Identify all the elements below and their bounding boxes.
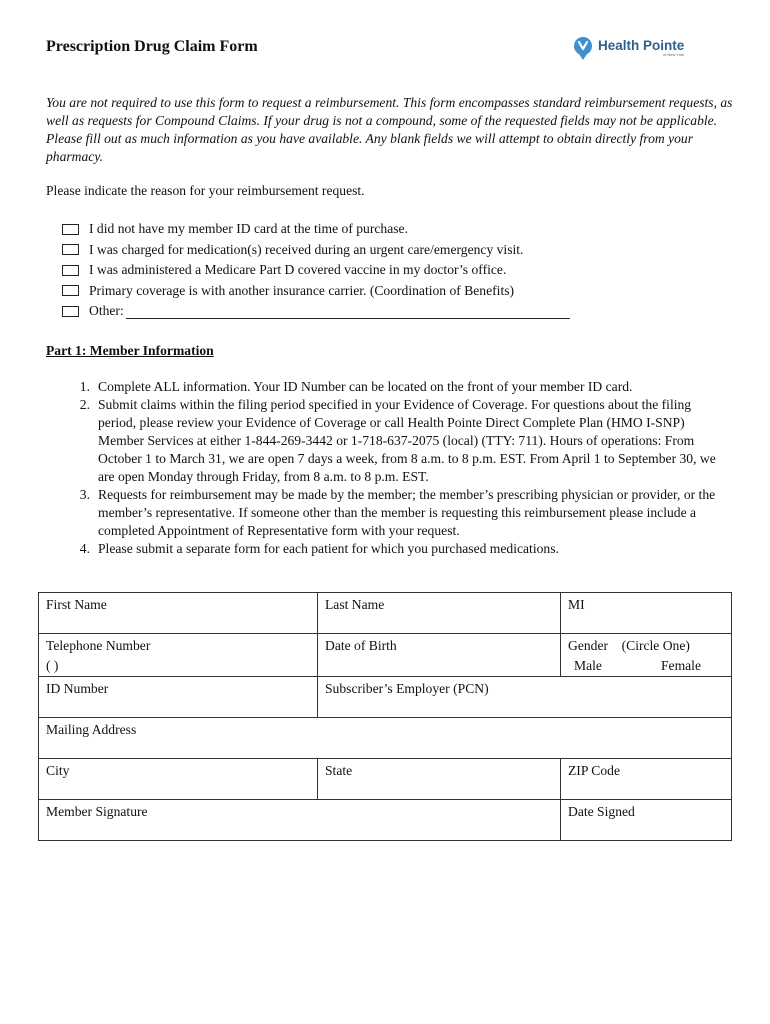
table-row: [39, 718, 732, 759]
first-name-label: First Name: [46, 597, 107, 612]
reason-label-other: Other:: [89, 303, 124, 319]
instruction-text: Submit claims within the filing period specified in your Evidence of Coverage. For questions about the filing period, please review your Evidence of Coverage or call Health Pointe Direct Complete Plan (HMO I-SNP) Member Services at either 1-844-269-3442 or 1-718-637-2075 (local) (TTY: 711). Hours of operations: From October 1 to March 31, we are open 7 days a week, from 8 a.m. to 8 p.m. EST. From April 1 to September 30, we are open Monday through Friday, from 8 a.m. to 8 p.m. EST.: [98, 397, 716, 484]
employer-field[interactable]: [318, 677, 732, 718]
dob-field[interactable]: [318, 634, 561, 677]
logo-subtitle: of New York: [662, 52, 685, 58]
mailing-address-label: Mailing Address: [46, 722, 137, 737]
date-signed-label: Date Signed: [568, 804, 635, 819]
signature-field[interactable]: [39, 800, 561, 841]
reason-item: [62, 281, 570, 302]
instruction-item: [46, 540, 726, 558]
reason-prompt: Please indicate the reason for your reimbursement request.: [46, 183, 365, 198]
reason-item: [62, 219, 570, 240]
table-row: [39, 634, 732, 677]
instruction-number: 4.: [79, 541, 90, 556]
mi-field[interactable]: [561, 593, 732, 634]
state-label: State: [325, 763, 353, 778]
reason-label: Primary coverage is with another insurance carrier. (Coordination of Benefits): [89, 282, 515, 298]
telephone-field[interactable]: [39, 634, 318, 677]
instruction-list: [46, 378, 726, 558]
mailing-address-field[interactable]: [39, 718, 732, 759]
intro-paragraph: You are not required to use this form to request a reimbursement. This form encompasses standard reimbursement requests, as well as requests for Compound Claims. If your drug is not a compound, some of the requested fields may not be applicable. Please fill out as much information as you have available. Any blank fields we will attempt to obtain directly from your pharmacy.: [46, 95, 733, 164]
first-name-field[interactable]: [39, 593, 318, 634]
reason-checkbox[interactable]: [62, 285, 79, 296]
reason-checkbox-other[interactable]: [62, 306, 79, 317]
instruction-item: [46, 378, 726, 396]
instruction-item: [46, 486, 726, 540]
telephone-area-code: ( ): [46, 658, 59, 673]
reason-checkbox[interactable]: [62, 265, 79, 276]
gender-option-male[interactable]: Male: [574, 658, 602, 673]
member-info-table: [38, 592, 732, 841]
instruction-item: [46, 396, 726, 486]
reason-list: [62, 219, 570, 322]
id-number-field[interactable]: [39, 677, 318, 718]
last-name-label: Last Name: [325, 597, 385, 612]
table-row: [39, 759, 732, 800]
city-label: City: [46, 763, 70, 778]
reason-checkbox[interactable]: [62, 244, 79, 255]
health-pointe-logo-icon: [572, 36, 594, 60]
id-number-label: ID Number: [46, 681, 109, 696]
telephone-label: Telephone Number: [46, 638, 151, 653]
health-pointe-logo: [572, 36, 684, 60]
logo-name: Health Pointe: [598, 37, 685, 53]
reason-item-other: [62, 301, 570, 322]
employer-label: Subscriber’s Employer (PCN): [325, 681, 489, 696]
instruction-number: 2.: [79, 397, 90, 412]
instruction-text: Requests for reimbursement may be made by the member; the member’s prescribing physician or provider, or the member’s representative. If someone other than the member is requesting this reimbursement please include a completed Appointment of Representative form with your request.: [98, 487, 716, 538]
table-row: [39, 800, 732, 841]
instruction-number: 1.: [79, 379, 90, 394]
gender-label: Gender (Circle One): [568, 638, 690, 653]
gender-option-female[interactable]: Female: [660, 658, 701, 673]
dob-label: Date of Birth: [325, 638, 397, 653]
other-reason-field[interactable]: [126, 304, 570, 319]
zip-field[interactable]: [561, 759, 732, 800]
reason-label: I was charged for medication(s) received during an urgent care/emergency visit.: [89, 241, 524, 257]
date-signed-field[interactable]: [561, 800, 732, 841]
reason-checkbox[interactable]: [62, 224, 79, 235]
last-name-field[interactable]: [318, 593, 561, 634]
instruction-text: Please submit a separate form for each patient for which you purchased medications.: [98, 541, 559, 556]
zip-label: ZIP Code: [568, 763, 620, 778]
table-row: [39, 593, 732, 634]
table-row: [39, 677, 732, 718]
state-field[interactable]: [318, 759, 561, 800]
part1-heading: Part 1: Member Information: [46, 343, 214, 358]
reason-item: [62, 260, 570, 281]
form-title: Prescription Drug Claim Form: [46, 38, 258, 55]
instruction-text: Complete ALL information. Your ID Number can be located on the front of your member ID card.: [98, 379, 633, 394]
city-field[interactable]: [39, 759, 318, 800]
mi-label: MI: [568, 597, 585, 612]
reason-label: I did not have my member ID card at the time of purchase.: [89, 221, 408, 237]
reason-item: [62, 240, 570, 261]
gender-field[interactable]: [561, 634, 732, 677]
instruction-number: 3.: [79, 487, 90, 502]
signature-label: Member Signature: [46, 804, 148, 819]
reason-label: I was administered a Medicare Part D covered vaccine in my doctor’s office.: [89, 262, 507, 278]
